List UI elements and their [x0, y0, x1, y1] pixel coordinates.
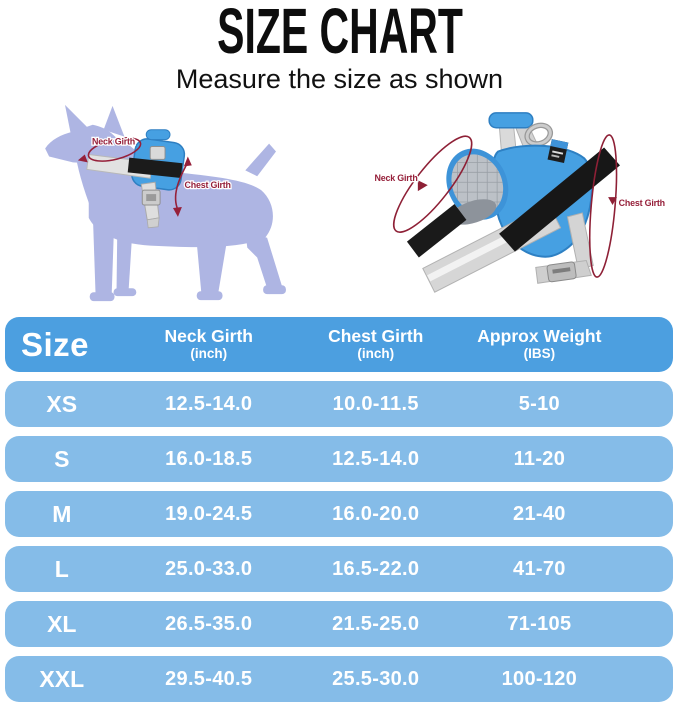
- size-cell: XXL: [39, 665, 85, 692]
- size-cell: M: [52, 500, 72, 527]
- chest-girth-up-arrow-icon: [184, 156, 192, 166]
- size-chart-page: [0, 2, 679, 702]
- page-title: SIZE CHART: [216, 0, 463, 67]
- table-row: [5, 491, 673, 537]
- table-header-row: [5, 317, 673, 372]
- harness-handle: [489, 113, 533, 128]
- column-header-chest-girth: Chest Girth (inch): [328, 326, 424, 361]
- weight-cell: 21-40: [513, 502, 566, 525]
- chest-girth-cell: 21.5-25.0: [332, 612, 420, 635]
- column-header-approx-weight: Approx Weight (IBS): [477, 326, 602, 361]
- neck-girth-cell: 25.0-33.0: [165, 557, 253, 580]
- weight-cell: 11-20: [513, 447, 566, 470]
- harness-product-diagram: [340, 97, 679, 313]
- table-row: [5, 436, 673, 482]
- table-row: [5, 601, 673, 647]
- weight-cell: 5-10: [518, 392, 560, 415]
- column-header-size: Size: [21, 325, 90, 363]
- size-cell: S: [54, 445, 70, 472]
- strap-adjuster-buckle: [547, 262, 577, 283]
- measurement-diagrams: [0, 97, 679, 313]
- weight-cell: 41-70: [513, 557, 566, 580]
- dog-neck-girth-label: Neck Girth: [91, 136, 136, 147]
- table-row: [5, 656, 673, 702]
- column-header-neck-girth: Neck Girth (inch): [164, 326, 253, 361]
- neck-girth-cell: 19.0-24.5: [165, 502, 253, 525]
- page-subtitle: Measure the size as shown: [175, 64, 504, 94]
- size-chart-table: [5, 317, 673, 702]
- table-row: [5, 546, 673, 592]
- harness-neck-girth-label: Neck Girth: [374, 173, 418, 184]
- chest-girth-cell: 10.0-11.5: [332, 392, 419, 415]
- size-cell: XS: [46, 390, 78, 417]
- neck-girth-arrow-icon: [418, 180, 428, 191]
- neck-girth-cell: 29.5-40.5: [165, 667, 253, 690]
- table-row: [5, 381, 673, 427]
- dog-measurement-diagram: [0, 97, 340, 313]
- weight-cell: 100-120: [501, 667, 578, 690]
- neck-girth-cell: 16.0-18.5: [165, 447, 253, 470]
- weight-cell: 71-105: [507, 612, 572, 635]
- chest-girth-cell: 16.0-20.0: [332, 502, 420, 525]
- size-cell: XL: [47, 610, 77, 637]
- chest-girth-cell: 12.5-14.0: [332, 447, 420, 470]
- harness-chest-girth-label: Chest Girth: [618, 197, 665, 208]
- size-cell: L: [54, 555, 69, 582]
- chest-girth-cell: 25.5-30.0: [332, 667, 420, 690]
- neck-girth-cell: 26.5-35.0: [165, 612, 253, 635]
- neck-girth-cell: 12.5-14.0: [165, 392, 253, 415]
- chest-girth-cell: 16.5-22.0: [332, 557, 420, 580]
- dog-chest-girth-label: Chest Girth: [184, 180, 231, 191]
